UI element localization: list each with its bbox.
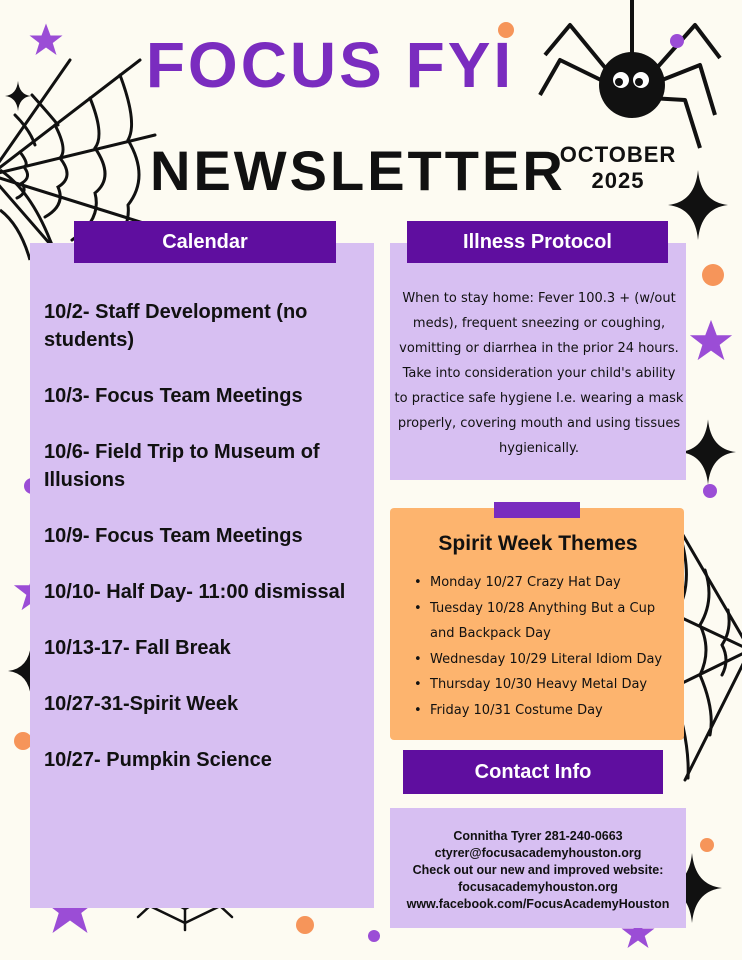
calendar-heading: Calendar	[74, 221, 336, 263]
newsletter-title-line1: FOCUS FYI	[145, 29, 515, 101]
calendar-item: 10/10- Half Day- 11:00 dismissal	[44, 581, 346, 603]
calendar-item: 10/9- Focus Team Meetings	[44, 525, 303, 547]
spirit-week-list	[412, 570, 682, 723]
calendar-item: 10/2- Staff Development (no students)	[44, 301, 308, 351]
spirit-week-item: • Friday 10/31 Costume Day	[412, 698, 682, 724]
dot-icon	[670, 34, 684, 48]
dot-icon	[702, 264, 724, 286]
calendar-item: 10/3- Focus Team Meetings	[44, 385, 303, 407]
calendar-list	[44, 298, 364, 802]
contact-line: ctyrer@focusacademyhouston.org	[434, 846, 642, 860]
spirit-week-item: • Tuesday 10/28 Anything But a Cup and Backpack Day	[412, 596, 682, 647]
spirit-week-heading: Spirit Week Themes	[438, 532, 638, 555]
dot-icon	[703, 484, 717, 498]
dot-icon	[700, 838, 714, 852]
contact-line: www.facebook.com/FocusAcademyHouston	[406, 897, 670, 911]
illness-heading: Illness Protocol	[407, 221, 668, 263]
contact-line: focusacademyhouston.org	[458, 880, 618, 894]
contact-heading: Contact Info	[403, 750, 663, 794]
dot-icon	[368, 930, 380, 942]
contact-line: Connitha Tyrer 281-240-0663	[453, 829, 623, 843]
contact-text	[390, 828, 686, 913]
star-icon	[688, 318, 734, 364]
dot-icon	[296, 916, 314, 934]
contact-line: Check out our new and improved website:	[412, 863, 664, 877]
newsletter-date	[550, 142, 686, 194]
spirit-week-item: • Monday 10/27 Crazy Hat Day	[412, 570, 682, 596]
spirit-week-item: • Thursday 10/30 Heavy Metal Day	[412, 672, 682, 698]
sparkle-icon	[680, 418, 736, 486]
calendar-item: 10/13-17- Fall Break	[44, 637, 231, 659]
illness-text: When to stay home: Fever 100.3 + (w/out meds), frequent sneezing or coughing, vomitting or diarrhea in the prior 24 hours. Take into consideration your child's ability to practice safe hygiene I.e. wearing a mask properly, covering mouth and using tissues hygienically.	[394, 291, 684, 456]
month-label: OCTOBER	[559, 142, 677, 167]
newsletter-title-line2: NEWSLETTER	[150, 139, 566, 202]
calendar-item: 10/27- Pumpkin Science	[44, 749, 272, 771]
tape-strip	[494, 502, 580, 518]
spirit-week-item: • Wednesday 10/29 Literal Idiom Day	[412, 647, 682, 673]
year-label: 2025	[591, 168, 645, 193]
calendar-item: 10/6- Field Trip to Museum of Illusions	[44, 441, 320, 491]
calendar-item: 10/27-31-Spirit Week	[44, 693, 239, 715]
